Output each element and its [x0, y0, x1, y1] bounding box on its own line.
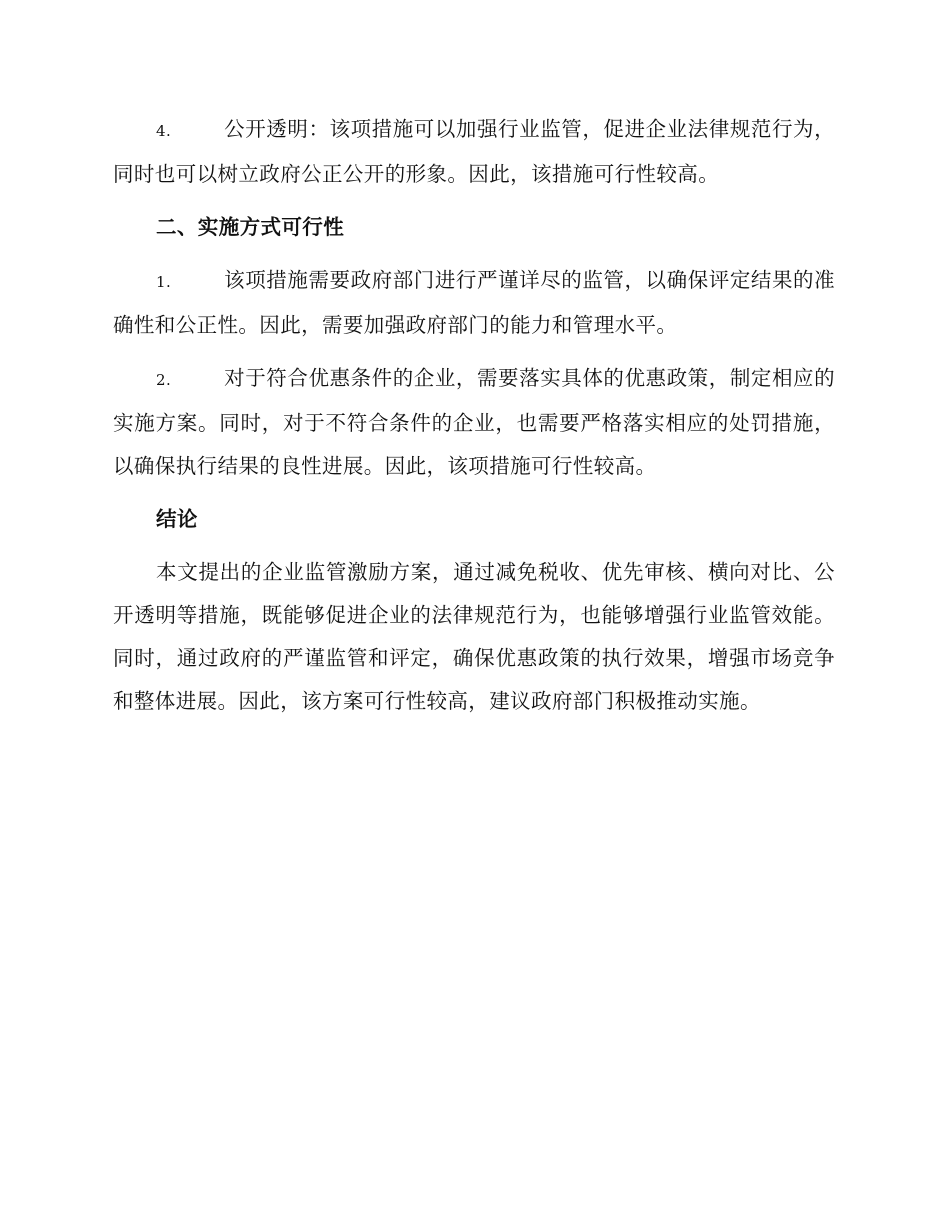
- list-item-1: [113, 259, 835, 347]
- conclusion-paragraph: 本文提出的企业监管激励方案，通过减免税收、优先审核、横向对比、公开透明等措施，既能够促进企业的法律规范行为，也能够增强行业监管效能。同时，通过政府的严谨监管和评定，确保优惠政策的执行效果，增强市场竞争和整体进展。因此，该方案可行性较高，建议政府部门积极推动实施。: [113, 560, 835, 713]
- list-item-number: 1.: [156, 273, 172, 291]
- section-heading-implementation: 二、实施方式可行性: [156, 215, 345, 239]
- list-item-text: 对于符合优惠条件的企业，需要落实具体的优惠政策，制定相应的实施方案。同时，对于不符合条件的企业，也需要严格落实相应的处罚措施，以确保执行结果的良性进展。因此，该项措施可行性较高。: [113, 366, 835, 478]
- section-heading-conclusion: 结论: [156, 507, 198, 531]
- document-body: [113, 108, 835, 733]
- list-item-2: [113, 357, 835, 488]
- list-item-number: 4.: [156, 122, 172, 140]
- list-item-4: [113, 108, 835, 196]
- list-item-text: 该项措施需要政府部门进行严谨详尽的监管，以确保评定结果的准确性和公正性。因此，需要加强政府部门的能力和管理水平。: [113, 268, 835, 337]
- list-item-number: 2.: [156, 371, 172, 389]
- list-item-text: 公开透明：该项措施可以加强行业监管，促进企业法律规范行为，同时也可以树立政府公正公开的形象。因此，该措施可行性较高。: [113, 117, 835, 186]
